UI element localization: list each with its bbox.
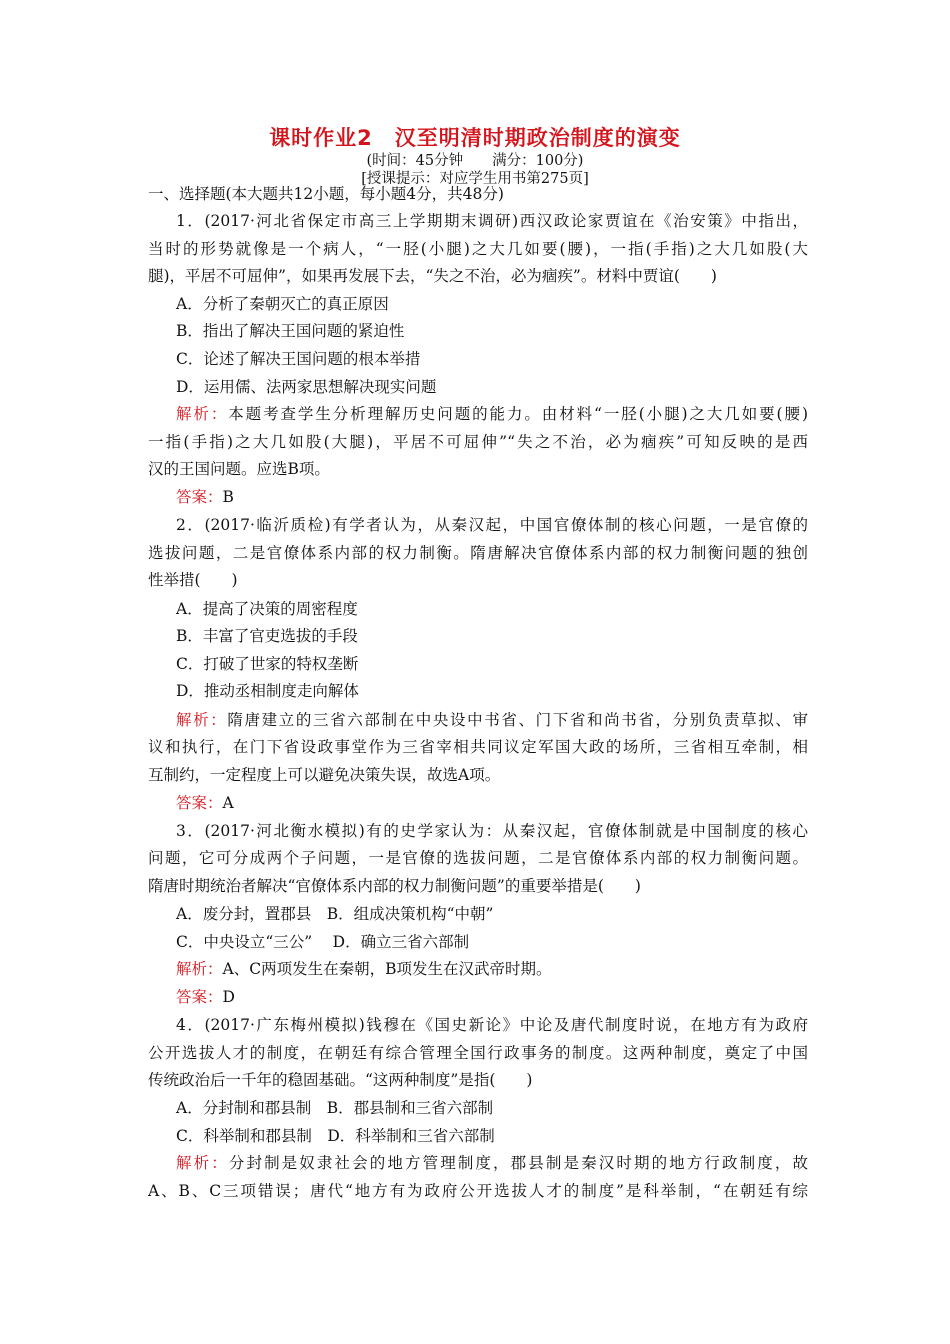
analysis-line bbox=[176, 959, 551, 979]
option-line-cd: C．中央设立“三公” D．确立三省六部制 bbox=[176, 933, 470, 951]
question-stem-line: 传统政治后一千年的稳固基础。“这两种制度”是指( ) bbox=[148, 1071, 533, 1089]
analysis-line: A、B、C三项错误；唐代“地方有为政府公开选拔人才的制度”是科举制，“在朝廷有综 bbox=[148, 1182, 808, 1200]
option-line-ab: A．废分封，置郡县 B．组成决策机构“中朝” bbox=[176, 905, 494, 923]
option-line-ab: A．分封制和郡县制 B．郡县制和三省六部制 bbox=[176, 1099, 494, 1117]
option-c: C．论述了解决王国问题的根本举措 bbox=[176, 350, 421, 368]
answer-line bbox=[176, 793, 234, 813]
question-stem-line: 性举措( ) bbox=[148, 571, 238, 589]
question-stem-line: 问题，它可分成两个子问题，一是官僚的选拔问题，二是官僚体系内部的权力制衡问题。 bbox=[148, 849, 808, 867]
option-c: C．打破了世家的特权垄断 bbox=[176, 655, 359, 673]
question-stem-line: 腿)，平居不可屈伸”，如果再发展下去，“失之不治，必为痼疾”。材料中贾谊( ) bbox=[148, 267, 717, 285]
question-stem-line: 选拔问题，二是官僚体系内部的权力制衡。隋唐解决官僚体系内部的权力制衡问题的独创 bbox=[148, 544, 808, 562]
analysis-line bbox=[176, 404, 808, 424]
analysis-text: 隋唐建立的三省六部制在中央设中书省、门下省和尚书省，分别负责草拟、审 bbox=[227, 711, 808, 729]
answer-label: 答案： bbox=[176, 794, 223, 812]
analysis-text: A、C两项发生在秦朝，B项发生在汉武帝时期。 bbox=[222, 960, 552, 978]
question-stem-line: 1．(2017·河北省保定市高三上学期期末调研)西汉政论家贾谊在《治安策》中指出， bbox=[176, 212, 808, 230]
teaching-hint: [授课提示：对应学生用书第275页] bbox=[361, 171, 589, 187]
section-heading: 一、选择题(本大题共12小题，每小题4分，共48分) bbox=[148, 185, 504, 203]
option-line-cd: C．科举制和郡县制 D．科举制和三省六部制 bbox=[176, 1127, 495, 1145]
option-b: B．指出了解决王国问题的紧迫性 bbox=[176, 322, 405, 340]
option-a: A．分析了秦朝灭亡的真正原因 bbox=[176, 295, 389, 313]
question-stem-line: 3．(2017·河北衡水模拟)有的史学家认为：从秦汉起，官僚体制就是中国制度的核心 bbox=[176, 822, 808, 840]
option-a: A．提高了决策的周密程度 bbox=[176, 600, 358, 618]
analysis-label: 解析： bbox=[176, 711, 228, 729]
answer-label: 答案： bbox=[176, 488, 223, 506]
time-score-info: (时间：45分钟 满分：100分) bbox=[366, 153, 584, 169]
analysis-line: 互制约，一定程度上可以避免决策失误，故选A项。 bbox=[148, 766, 501, 784]
option-d: D．推动丞相制度走向解体 bbox=[176, 682, 359, 700]
question-stem-line: 公开选拔人才的制度，在朝廷有综合管理全国行政事务的制度。这两种制度，奠定了中国 bbox=[148, 1044, 808, 1062]
question-stem-line: 2．(2017·临沂质检)有学者认为，从秦汉起，中国官僚体制的核心问题，一是官僚的 bbox=[176, 516, 808, 534]
option-d: D．运用儒、法两家思想解决现实问题 bbox=[176, 378, 437, 396]
analysis-line bbox=[176, 1153, 808, 1173]
question-stem-line: 隋唐时期统治者解决“官僚体系内部的权力制衡问题”的重要举措是( ) bbox=[148, 877, 641, 895]
analysis-label: 解析： bbox=[176, 1154, 229, 1172]
answer-value: A bbox=[222, 794, 234, 812]
question-stem-line: 当时的形势就像是一个病人，“一胫(小腿)之大几如要(腰)，一指(手指)之大几如股(大 bbox=[148, 240, 808, 258]
question-stem-line: 4．(2017·广东梅州模拟)钱穆在《国史新论》中论及唐代制度时说，在地方有为政府 bbox=[176, 1016, 808, 1034]
analysis-text: 分封制是奴隶社会的地方管理制度，郡县制是秦汉时期的地方行政制度，故 bbox=[228, 1154, 808, 1172]
analysis-text: 本题考查学生分析理解历史问题的能力。由材料“一胫(小腿)之大几如要(腰) bbox=[228, 405, 808, 423]
analysis-label: 解析： bbox=[176, 960, 223, 978]
analysis-line: 汉的王国问题。应选B项。 bbox=[148, 460, 330, 478]
answer-line bbox=[176, 987, 235, 1007]
page-title: 课时作业2 汉至明清时期政治制度的演变 bbox=[269, 126, 681, 150]
analysis-line: 议和执行，在门下省设政事堂作为三省宰相共同议定军国大政的场所，三省相互牵制，相 bbox=[148, 738, 808, 756]
analysis-label: 解析： bbox=[176, 405, 229, 423]
answer-label: 答案： bbox=[176, 988, 223, 1006]
answer-value: B bbox=[222, 488, 234, 506]
analysis-line bbox=[176, 710, 808, 730]
analysis-line: 一指(手指)之大几如股(大腿)，平居不可屈伸”“失之不治，必为痼疾”可知反映的是西 bbox=[148, 433, 808, 451]
answer-line bbox=[176, 487, 234, 507]
answer-value: D bbox=[222, 988, 235, 1006]
option-b: B．丰富了官吏选拔的手段 bbox=[176, 627, 358, 645]
